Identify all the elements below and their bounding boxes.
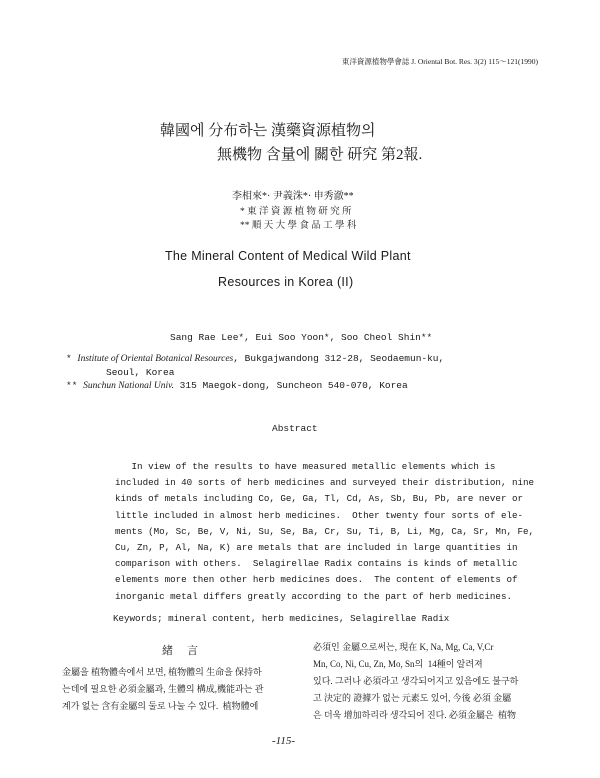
abstract-line: ments (Mo, Sc, Be, V, Ni, Su, Se, Ba, Cr, Su, Ti, B, Li, Mg, Ca, Sr, Mn, Fe, [115, 525, 535, 537]
korean-affiliation-2: ** 順 天 大 學 食 品 工 學 科 [240, 221, 357, 231]
english-affiliation-1 [66, 353, 444, 364]
abstract-line: little included in almost herb medicines. Other twenty four sorts of ele- [115, 509, 523, 521]
abstract-body [115, 459, 535, 605]
korean-affiliation-1: * 東 洋 資 源 植 物 研 究 所 [240, 207, 352, 217]
abstract-line: In view of the results to have measured metallic elements which is [115, 461, 496, 472]
abstract-line: kinds of metals including Co, Ge, Ga, Tl, Cd, As, Sb, Bu, Pb, are never or [115, 493, 523, 505]
introduction-heading: 緒言 [162, 645, 212, 657]
affiliation-institution: Institute of Oriental Botanical Resources [77, 354, 234, 364]
english-title-line-1: The Mineral Content of Medical Wild Plant [165, 249, 411, 263]
page-number: -115- [272, 735, 296, 747]
affiliation-address: 315 Maegok-dong, Suncheon 540-070, Korea [173, 380, 408, 391]
english-title-line-2: Resources in Korea (II) [218, 275, 354, 289]
english-affiliation-2 [66, 380, 408, 391]
body-line: 必須인 金屬으로써는, 現在 K, Na, Mg, Ca, V,Cr [313, 642, 494, 652]
body-line: 계가 없는 含有金屬의 둘로 나눌 수 있다. 植物體에 [62, 701, 259, 711]
affiliation-address: , Bukgajwandong 312-28, Seodaemun-ku, [233, 353, 445, 364]
body-line: 있다. 그러나 必須라고 생각되어지고 있음에도 불구하 [313, 676, 519, 686]
introduction-right-column [313, 639, 545, 724]
abstract-line: inorganic metal differs greatly according to the part of herb medicines. [115, 590, 512, 602]
abstract-heading: Abstract [272, 423, 318, 434]
abstract-line: comparison with others. Selagirellae Radix contains is kinds of metallic [115, 558, 518, 570]
affiliation-mark: * [66, 353, 72, 364]
english-affiliation-1-address: Seoul, Korea [106, 367, 175, 378]
body-line: Mn, Co, Ni, Cu, Zn, Mo, Sn의 14種이 알려져 [313, 659, 483, 669]
abstract-line: included in 40 sorts of herb medicines and surveyed their distribution, nine [115, 477, 535, 489]
affiliation-mark: ** [66, 380, 78, 391]
body-line: 金屬을 植物體속에서 보면, 植物體의 生命을 保持하 [62, 667, 262, 677]
korean-authors: 李相來*· 尹義洙*· 申秀澈** [232, 191, 354, 202]
affiliation-institution: Sunchun National Univ. [83, 381, 174, 391]
body-line: 고 決定的 證據가 없는 元素도 있어, 今後 必須 金屬 [313, 693, 512, 703]
body-line: 는데에 필요한 必須金屬과, 生體의 構成,機能과는 관 [62, 684, 264, 694]
introduction-left-column [62, 664, 288, 715]
keywords: Keywords; mineral content, herb medicines, Selagirellae Radix [113, 613, 450, 624]
english-authors: Sang Rae Lee*, Eui Soo Yoon*, Soo Cheol Shin** [170, 332, 433, 343]
journal-header: 東洋資源植物學會誌 J. Oriental Bot. Res. 3(2) 115～121(1990) [341, 57, 538, 66]
abstract-line: elements more then other herb medicines does. The content of elements of [115, 574, 518, 586]
korean-title-line-2: 無機物 含量에 關한 研究 第2報. [217, 147, 423, 163]
body-line: 은 더욱 增加하리라 생각되어 진다. 必須金屬은 植物 [313, 710, 517, 720]
abstract-line: Cu, Zn, P, Al, Na, K) are metals that are included in large quantities in [115, 541, 518, 553]
korean-title-line-1: 韓國에 分布하는 漢藥資源植物의 [160, 123, 376, 139]
